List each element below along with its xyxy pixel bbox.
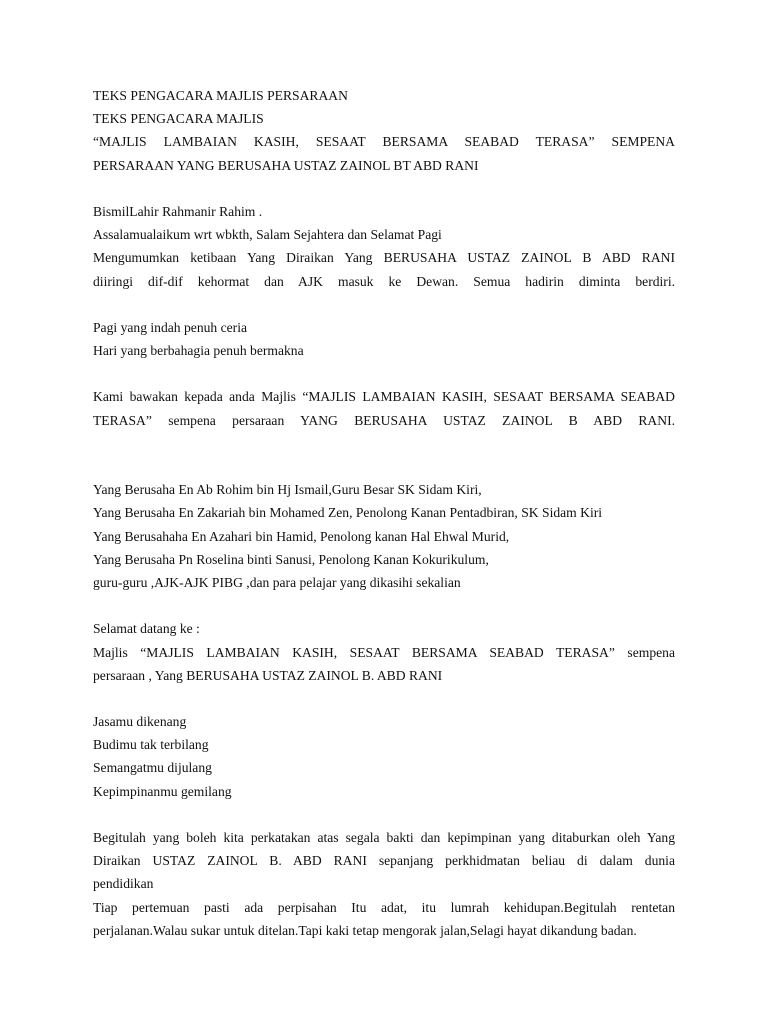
verse-line: Budimu tak terbilang xyxy=(93,737,209,753)
guest-line: guru-guru ,AJK-AJK PIBG ,dan para pelajar yang dikasihi sekalian xyxy=(93,574,461,590)
intro-line: TERASA” sempena persaraan YANG BERUSAHA USTAZ ZAINOL B ABD RANI. xyxy=(93,412,675,428)
spacer xyxy=(93,803,675,826)
opening-line: diiringi dif-dif kehormat dan AJK masuk ke Dewan. Semua hadirin diminta berdiri. xyxy=(93,273,675,289)
spacer xyxy=(93,432,675,478)
spacer xyxy=(93,362,675,385)
document-page xyxy=(93,84,675,942)
opening-line: BismilLahir Rahmanir Rahim . xyxy=(93,203,263,219)
closing-line: Begitulah yang boleh kita perkatakan atas segala bakti dan kepimpinan yang ditaburkan oleh Yang xyxy=(93,830,675,846)
spacer xyxy=(93,177,675,200)
opening-line: Assalamualaikum wrt wbkth, Salam Sejahtera dan Selamat Pagi xyxy=(93,227,442,243)
welcome-line: persaraan , Yang BERUSAHA USTAZ ZAINOL B. ABD RANI xyxy=(93,667,443,683)
verse-line: Kepimpinanmu gemilang xyxy=(93,783,232,799)
spacer xyxy=(93,293,675,316)
spacer xyxy=(93,687,675,710)
closing-line: Tiap pertemuan pasti ada perpisahan Itu adat, itu lumrah kehidupan.Begitulah rentetan xyxy=(93,899,675,915)
event-name-line: “MAJLIS LAMBAIAN KASIH, SESAAT BERSAMA SEABAD TERASA” SEMPENA xyxy=(93,134,675,150)
document-subtitle: TEKS PENGACARA MAJLIS xyxy=(93,111,264,127)
document-title: TEKS PENGACARA MAJLIS PERSARAAN xyxy=(93,88,348,103)
intro-line: Kami bawakan kepada anda Majlis “MAJLIS LAMBAIAN KASIH, SESAAT BERSAMA SEABAD xyxy=(93,389,675,405)
spacer xyxy=(93,594,675,617)
verse-two xyxy=(93,710,675,803)
closing-line: Diraikan USTAZ ZAINOL B. ABD RANI sepanjang perkhidmatan beliau di dalam dunia xyxy=(93,853,675,869)
opening-paragraph xyxy=(93,200,675,293)
welcome-line: Selamat datang ke : xyxy=(93,621,200,637)
verse-line: Hari yang berbahagia penuh bermakna xyxy=(93,343,304,359)
guest-line: Yang Berusaha En Zakariah bin Mohamed Zen, Penolong Kanan Pentadbiran, SK Sidam Kiri xyxy=(93,505,603,521)
title-block xyxy=(93,84,675,177)
closing-paragraph xyxy=(93,826,675,942)
closing-line: pendidikan xyxy=(93,876,154,892)
welcome-paragraph xyxy=(93,617,675,687)
guest-list xyxy=(93,478,675,594)
guest-line: Yang Berusahaha En Azahari bin Hamid, Penolong kanan Hal Ehwal Murid, xyxy=(93,528,510,544)
guest-line: Yang Berusaha Pn Roselina binti Sanusi, Penolong Kanan Kokurikulum, xyxy=(93,551,489,567)
opening-line: Mengumumkan ketibaan Yang Diraikan Yang BERUSAHA USTAZ ZAINOL B ABD RANI xyxy=(93,250,675,266)
intro-paragraph xyxy=(93,385,675,431)
guest-line: Yang Berusaha En Ab Rohim bin Hj Ismail,Guru Besar SK Sidam Kiri, xyxy=(93,482,482,498)
event-honoree-line: PERSARAAN YANG BERUSAHA USTAZ ZAINOL BT ABD RANI xyxy=(93,157,479,173)
verse-line: Semangatmu dijulang xyxy=(93,760,212,776)
welcome-line: Majlis “MAJLIS LAMBAIAN KASIH, SESAAT BERSAMA SEABAD TERASA” sempena xyxy=(93,644,675,660)
verse-line: Jasamu dikenang xyxy=(93,714,187,730)
verse-one xyxy=(93,316,675,362)
verse-line: Pagi yang indah penuh ceria xyxy=(93,319,248,335)
closing-line: perjalanan.Walau sukar untuk ditelan.Tapi kaki tetap mengorak jalan,Selagi hayat dikandung badan. xyxy=(93,922,637,938)
